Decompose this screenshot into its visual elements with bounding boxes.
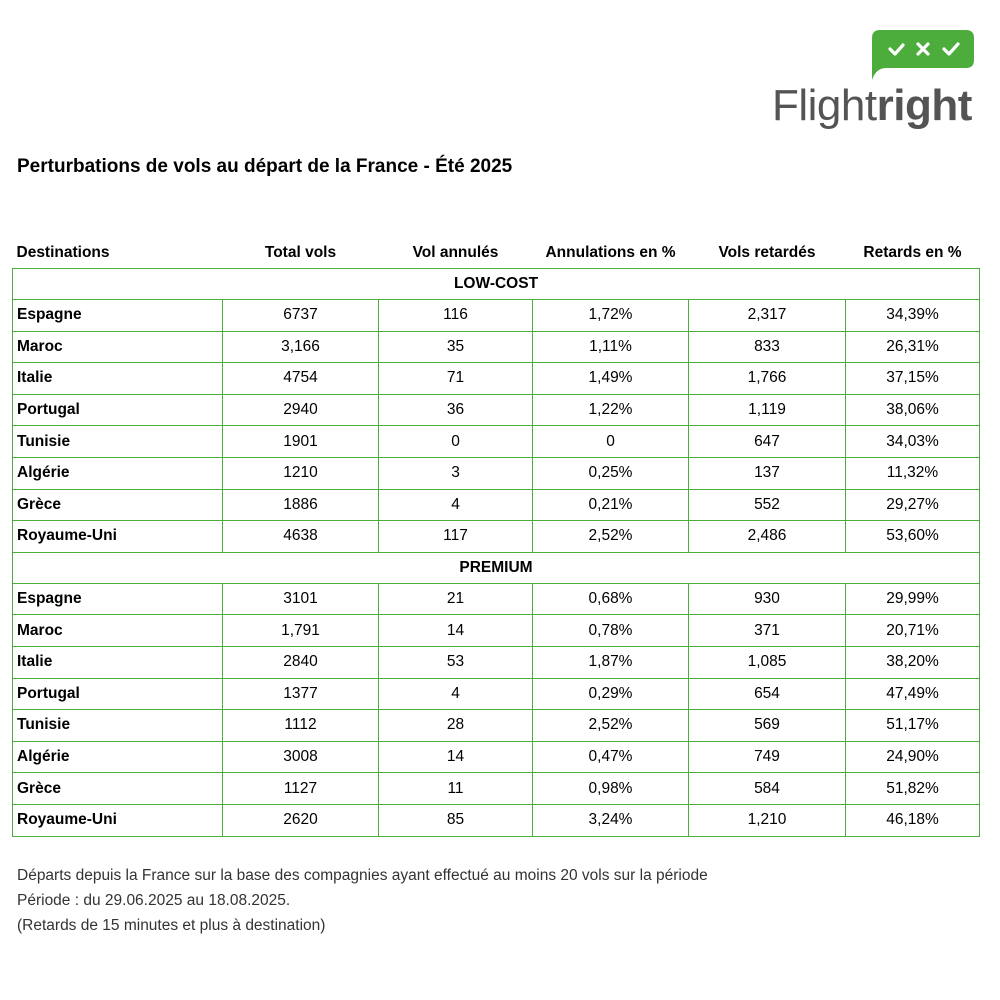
value-cell-annules: 116 [379,300,533,332]
value-cell-annul-pct: 2,52% [533,521,689,553]
value-cell-total: 1901 [223,426,379,458]
value-cell-retardes: 584 [689,773,846,805]
value-cell-total: 4638 [223,521,379,553]
value-cell-retardes: 833 [689,331,846,363]
value-cell-annules: 35 [379,331,533,363]
column-header: Retards en % [863,244,962,261]
group-header-row [13,552,980,583]
value-cell-retard-pct: 51,82% [846,773,980,805]
table-row [13,646,980,678]
value-cell-annules: 3 [379,457,533,489]
value-cell-retardes: 552 [689,489,846,521]
table-row [13,394,980,426]
value-cell-retardes: 654 [689,678,846,710]
value-cell-retardes: 1,210 [689,804,846,836]
value-cell-annules: 117 [379,521,533,553]
value-cell-total: 2940 [223,394,379,426]
value-cell-retard-pct: 38,20% [846,646,980,678]
value-cell-annules: 4 [379,489,533,521]
value-cell-annules: 0 [379,426,533,458]
table-row [13,457,980,489]
value-cell-annul-pct: 0,68% [533,583,689,615]
value-cell-retardes: 2,317 [689,300,846,332]
brand-name-light: Flight [772,81,877,130]
value-cell-annul-pct: 0,78% [533,615,689,647]
value-cell-total: 1210 [223,457,379,489]
destination-cell: Italie [13,363,223,395]
value-cell-total: 3008 [223,741,379,773]
checkmarks-badge-icon [872,30,974,80]
value-cell-total: 1,791 [223,615,379,647]
value-cell-total: 6737 [223,300,379,332]
value-cell-annul-pct: 1,49% [533,363,689,395]
value-cell-annul-pct: 1,72% [533,300,689,332]
footnote-line: Départs depuis la France sur la base des compagnies ayant effectué au moins 20 vols sur la période [17,867,708,884]
value-cell-total: 1886 [223,489,379,521]
value-cell-annul-pct: 1,87% [533,646,689,678]
value-cell-annules: 14 [379,615,533,647]
destination-cell: Grèce [13,773,223,805]
destination-cell: Portugal [13,678,223,710]
value-cell-annul-pct: 1,11% [533,331,689,363]
value-cell-retard-pct: 51,17% [846,710,980,742]
destination-cell: Royaume-Uni [13,804,223,836]
destination-cell: Italie [13,646,223,678]
destination-cell: Royaume-Uni [13,521,223,553]
table-row [13,300,980,332]
destination-cell: Espagne [13,583,223,615]
value-cell-annules: 85 [379,804,533,836]
value-cell-retardes: 371 [689,615,846,647]
flightright-logo [772,30,976,130]
value-cell-annules: 71 [379,363,533,395]
column-header: Destinations [16,244,110,261]
destination-cell: Portugal [13,394,223,426]
page-title: Perturbations de vols au départ de la France - Été 2025 [17,156,513,177]
table-row [13,773,980,805]
value-cell-retardes: 569 [689,710,846,742]
value-cell-annul-pct: 1,22% [533,394,689,426]
value-cell-annules: 28 [379,710,533,742]
value-cell-retard-pct: 34,39% [846,300,980,332]
table-row [13,583,980,615]
value-cell-annul-pct: 3,24% [533,804,689,836]
table-row [13,615,980,647]
value-cell-retard-pct: 37,15% [846,363,980,395]
destination-cell: Tunisie [13,426,223,458]
footnotes [17,863,708,938]
value-cell-retard-pct: 20,71% [846,615,980,647]
value-cell-annules: 36 [379,394,533,426]
value-cell-retardes: 930 [689,583,846,615]
brand-wordmark [772,82,972,130]
value-cell-retard-pct: 24,90% [846,741,980,773]
destination-cell: Algérie [13,457,223,489]
value-cell-retard-pct: 38,06% [846,394,980,426]
value-cell-retardes: 1,119 [689,394,846,426]
brand-name-bold: right [876,81,972,130]
value-cell-retardes: 1,766 [689,363,846,395]
table-row [13,741,980,773]
value-cell-total: 1112 [223,710,379,742]
value-cell-annul-pct: 0 [533,426,689,458]
column-header: Total vols [264,244,337,261]
value-cell-total: 3,166 [223,331,379,363]
flight-disruption-table [12,238,980,837]
destination-cell: Tunisie [13,710,223,742]
value-cell-annul-pct: 0,29% [533,678,689,710]
table-row [13,363,980,395]
table-row [13,678,980,710]
value-cell-retard-pct: 46,18% [846,804,980,836]
value-cell-total: 1377 [223,678,379,710]
value-cell-annules: 11 [379,773,533,805]
value-cell-retardes: 647 [689,426,846,458]
footnote-line: (Retards de 15 minutes et plus à destination) [17,917,326,934]
value-cell-retard-pct: 34,03% [846,426,980,458]
value-cell-annules: 53 [379,646,533,678]
value-cell-annul-pct: 0,21% [533,489,689,521]
value-cell-retard-pct: 11,32% [846,457,980,489]
column-header: Annulations en % [545,244,676,261]
value-cell-retardes: 2,486 [689,521,846,553]
table-body [13,269,980,837]
column-header: Vols retardés [718,244,816,261]
value-cell-total: 1127 [223,773,379,805]
value-cell-annul-pct: 0,25% [533,457,689,489]
destination-cell: Algérie [13,741,223,773]
value-cell-annules: 21 [379,583,533,615]
value-cell-total: 3101 [223,583,379,615]
table-row [13,331,980,363]
value-cell-retard-pct: 29,99% [846,583,980,615]
value-cell-annules: 4 [379,678,533,710]
footnote-line: Période : du 29.06.2025 au 18.08.2025. [17,892,291,909]
column-header: Vol annulés [412,244,499,261]
value-cell-annules: 14 [379,741,533,773]
value-cell-total: 2620 [223,804,379,836]
destination-cell: Maroc [13,331,223,363]
value-cell-retard-pct: 47,49% [846,678,980,710]
value-cell-total: 2840 [223,646,379,678]
group-label: LOW-COST [13,269,980,300]
value-cell-retard-pct: 26,31% [846,331,980,363]
value-cell-retard-pct: 53,60% [846,521,980,553]
value-cell-retardes: 749 [689,741,846,773]
value-cell-annul-pct: 2,52% [533,710,689,742]
destination-cell: Grèce [13,489,223,521]
table-row [13,804,980,836]
destination-cell: Espagne [13,300,223,332]
value-cell-annul-pct: 0,47% [533,741,689,773]
value-cell-annul-pct: 0,98% [533,773,689,805]
value-cell-retardes: 137 [689,457,846,489]
table-header-row [13,238,980,269]
group-label: PREMIUM [13,552,980,583]
value-cell-total: 4754 [223,363,379,395]
table-row [13,710,980,742]
group-header-row [13,269,980,300]
destination-cell: Maroc [13,615,223,647]
table-row [13,489,980,521]
value-cell-retardes: 1,085 [689,646,846,678]
table-row [13,521,980,553]
value-cell-retard-pct: 29,27% [846,489,980,521]
table-row [13,426,980,458]
